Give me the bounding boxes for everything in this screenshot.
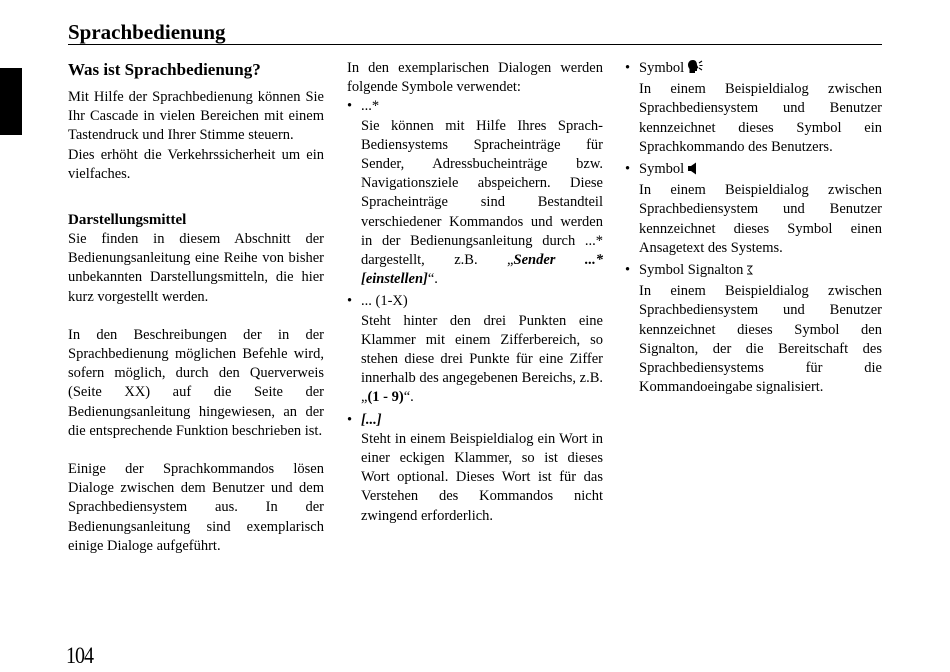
item-title: Symbol Signalton	[639, 262, 744, 279]
item-title: ... (1-X)	[361, 293, 408, 310]
chapter-tab-marker	[0, 68, 22, 135]
symbols-intro: In den exemplarischen Dialogen werden folgende Symbole verwendet:	[347, 60, 603, 96]
item-example-end: “.	[403, 389, 414, 406]
paragraph-safety: Dies erhöht die Verkehrssicherheit um ein vielfaches.	[68, 146, 324, 182]
item-example: (1 - 9)	[367, 389, 404, 406]
column-left	[68, 59, 324, 556]
item-title: Symbol	[639, 161, 685, 178]
bullet: •	[625, 262, 631, 279]
column-middle	[347, 59, 603, 529]
page-number: 104	[66, 643, 93, 669]
paragraph-dialogs: Einige der Sprachkommandos lösen Dialoge zwischen dem Benutzer und dem Sprachbediensystem aus. In der Bedienungsanleitung sind exemplarisch einige Dialoge aufgeführt.	[68, 461, 324, 554]
item-text: Sie können mit Hilfe Ihres Sprach-Bediensystems Spracheinträge für Sender, Adressbucheinträge bzw. Navigationsziele abspeichern. Diese Spracheinträge sind Bestandteil verschiedener Kommandos und werden in der Bedienungsanleitung durch ...* dargestellt, z.B. „	[361, 117, 603, 269]
bullet: •	[347, 411, 353, 428]
bullet: •	[625, 161, 631, 178]
signal-tone-icon	[746, 263, 754, 282]
speaker-icon	[687, 162, 697, 181]
item-text: Steht hinter den drei Punkten eine Klammer mit einem Zifferbereich, so stehen diese drei Punkte für eine Ziffer innerhalb des angegebenen Bereichs, z.B. „	[361, 312, 603, 406]
list-item	[625, 59, 882, 157]
list-item	[625, 261, 882, 397]
list-item	[347, 411, 603, 526]
page-title: Sprachbedienung	[68, 20, 226, 44]
bullet: •	[625, 60, 631, 76]
item-example: Sender ...* [einstellen]	[361, 252, 603, 288]
symbol-list	[347, 97, 603, 525]
item-title: ...*	[361, 98, 380, 115]
list-item	[625, 160, 882, 258]
paragraph-intro: Mit Hilfe der Sprachbedienung können Sie Ihr Cascade in vielen Bereichen mit einem Tastendruck und Ihrer Stimme steuern.	[68, 89, 324, 144]
bullet: •	[347, 293, 353, 310]
section-heading: Was ist Sprachbedienung?	[68, 60, 261, 79]
column-right	[625, 59, 882, 400]
item-title: Symbol	[639, 60, 685, 76]
speaking-head-icon	[687, 59, 703, 80]
paragraph-presentation: Sie finden in diesem Abschnitt der Bedienungsanleitung eine Reihe von bisher unbekannten Darstellungsmitteln, die hier kurz vorgestellt werden.	[68, 231, 324, 305]
item-text: In einem Beispieldialog zwischen Sprachbediensystem und Benutzer kennzeichnet dieses Symbol ein Sprachkommando des Benutzers.	[639, 81, 882, 155]
paragraph-cross-reference: In den Beschreibungen der in der Sprachbedienung möglichen Befehle wird, sofern möglich, durch den Querverweis (Seite XX) auf die Seite der Bedienungsanleitung hingewiesen, an der die entsprechende Funktion beschrieben ist.	[68, 326, 324, 439]
bullet: •	[347, 98, 353, 115]
list-item	[347, 97, 603, 289]
item-text: In einem Beispieldialog zwischen Sprachbediensystem und Benutzer kennzeichnet dieses Symbol den Signalton, der die Bereitschaft des Sprachbediensystems für die Kommandoeingabe signalisiert.	[639, 283, 882, 396]
item-text: In einem Beispieldialog zwischen Sprachbediensystem und Benutzer kennzeichnet dieses Symbol einen Ansagetext des Systems.	[639, 182, 882, 256]
item-title: [...]	[361, 411, 382, 428]
header-rule	[68, 44, 882, 45]
item-example-end: “.	[427, 271, 438, 288]
list-item	[347, 292, 603, 407]
subsection-heading: Darstellungsmittel	[68, 212, 187, 229]
item-text: Steht in einem Beispieldialog ein Wort in einer eckigen Klammer, so ist dieses Wort optional. Dieses Wort ist für das Verstehen des Kommandos nicht zwingend erforderlich.	[361, 430, 603, 524]
symbol-list	[625, 59, 882, 397]
